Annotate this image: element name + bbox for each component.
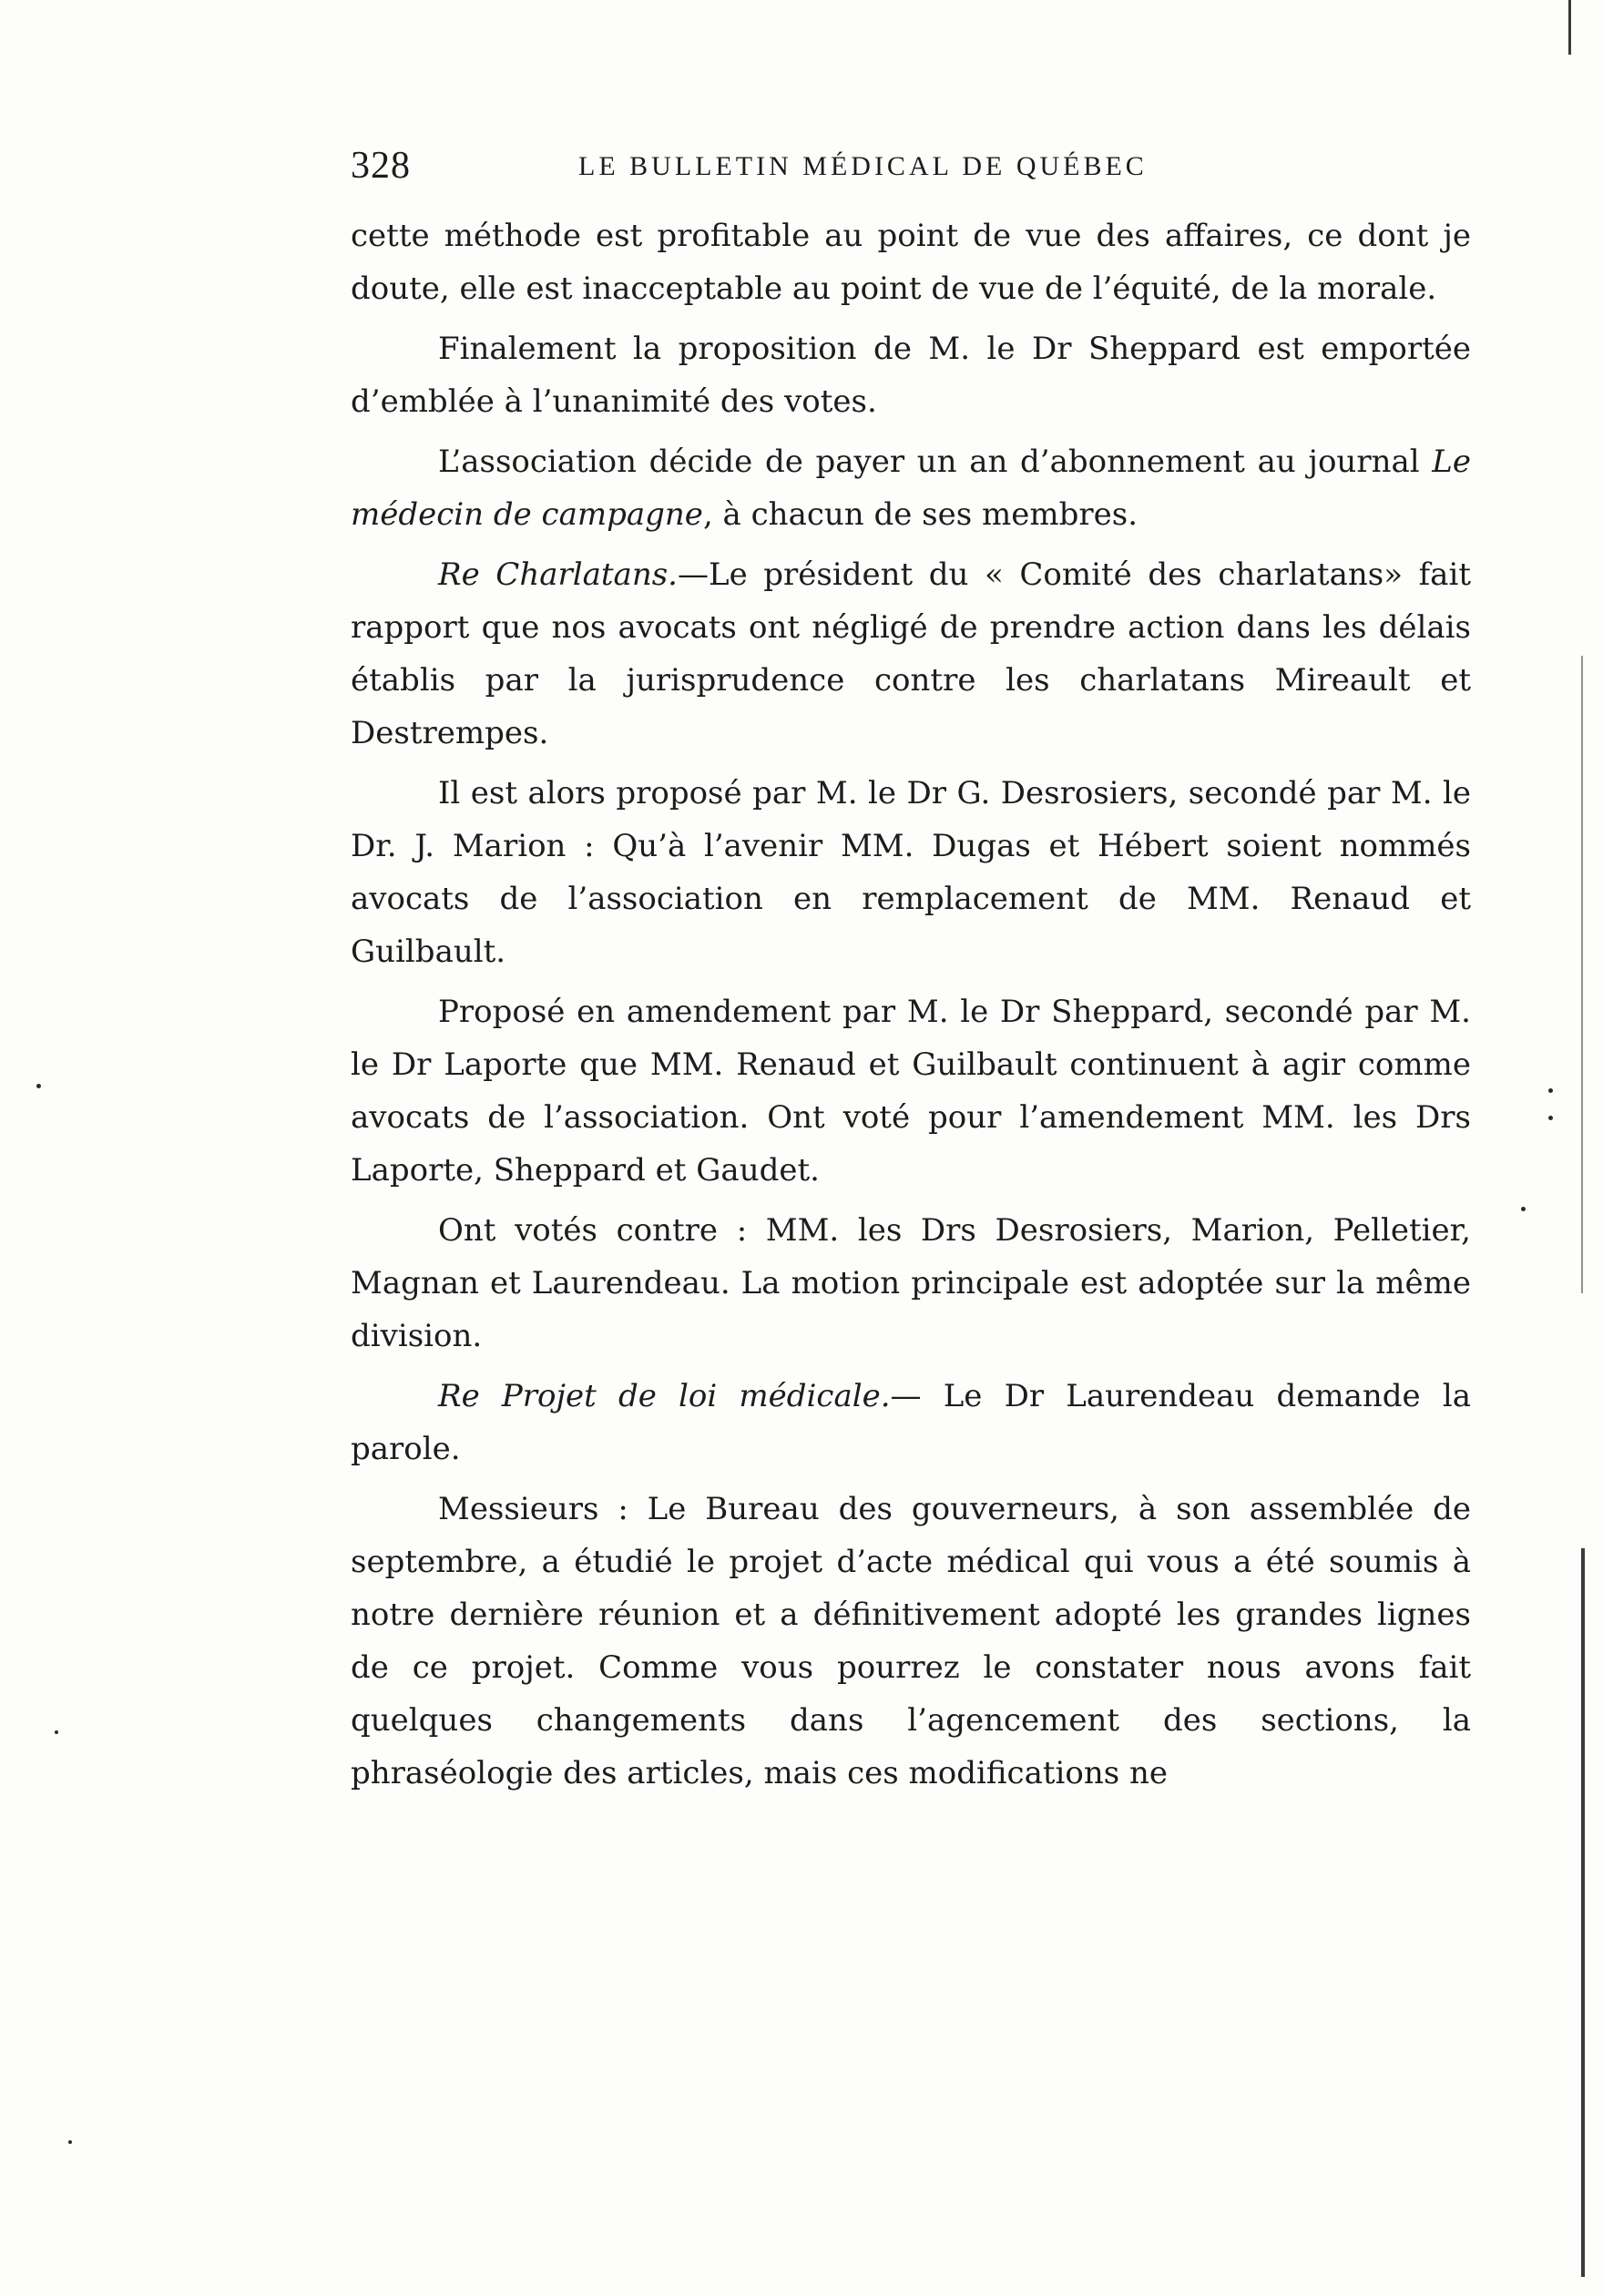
- scan-edge-line-top: [1568, 0, 1571, 55]
- paragraph-4-text: —Le président du « Comité des charlatans» fait rapport que nos avocats ont négligé de prendre action dans les délais établis par la jurisprudence contre les charlatans Mireault et Destrempes.: [351, 556, 1471, 751]
- scan-speck: [55, 1730, 58, 1734]
- paragraph-4: [351, 548, 1471, 760]
- paragraph-9: Messieurs : Le Bureau des gouverneurs, à son assemblée de septembre, a étudié le projet d’acte médical qui vous a été soumis à notre dernière réunion et a définitivement adopté les grandes lignes de ce projet. Comme vous pourrez le constater nous avons fait quelques changements dans l’agencement des sections, la phraséologie des articles, mais ces modifications ne: [351, 1491, 1471, 1791]
- paragraph-8-text: — Le Dr Laurendeau demande la parole.: [351, 1378, 1471, 1467]
- scan-speck: [36, 1084, 41, 1088]
- scan-speck: [68, 2140, 72, 2144]
- body-text: [351, 209, 1471, 1800]
- scan-edge-line-middle: [1581, 656, 1583, 1293]
- paragraph-7: Ont votés contre : MM. les Drs Desrosiers, Marion, Pelletier, Magnan et Laurendeau. La motion principale est adoptée sur la même division.: [351, 1212, 1471, 1354]
- paragraph-3-text-before: L’association décide de payer un an d’abonnement au journal: [438, 444, 1420, 480]
- page-number: 328: [351, 145, 411, 187]
- section-heading-charlatans: Re Charlatans.: [438, 556, 678, 593]
- scan-speck: [1548, 1088, 1553, 1093]
- paragraph-2: Finalement la proposition de M. le Dr Sheppard est emportée d’emblée à l’unanimité des votes.: [351, 331, 1471, 420]
- paragraph-8: [351, 1370, 1471, 1475]
- book-page: [351, 137, 1471, 1807]
- scan-speck: [1521, 1207, 1526, 1211]
- section-heading-projet-de-loi: Re Projet de loi médicale.: [438, 1378, 891, 1414]
- paragraph-1: cette méthode est profitable au point de vue des affaires, ce dont je doute, elle est inacceptable au point de vue de l’équité, de la morale.: [351, 218, 1471, 307]
- page-header: [351, 137, 1471, 209]
- running-title: LE BULLETIN MÉDICAL DE QUÉBEC: [578, 151, 1148, 181]
- paragraph-3-text-after: , à chacun de ses membres.: [702, 496, 1138, 533]
- paragraph-3: [351, 435, 1471, 541]
- journal-title: Le médecin de campagne: [351, 444, 1471, 533]
- paragraph-6: Proposé en amendement par M. le Dr Sheppard, secondé par M. le Dr Laporte que MM. Renaud et Guilbault continuent à agir comme avocats de l’association. Ont voté pour l’amendement MM. les Drs Laporte, Sheppard et Gaudet.: [351, 994, 1471, 1189]
- paragraph-5: Il est alors proposé par M. le Dr G. Desrosiers, secondé par M. le Dr. J. Marion : Qu’à l’avenir MM. Dugas et Hébert soient nommés avocats de l’association en remplacement de MM. Renaud et Guilbault.: [351, 775, 1471, 970]
- scan-speck: [1548, 1116, 1553, 1120]
- scan-edge-line-bottom: [1581, 1548, 1585, 2277]
